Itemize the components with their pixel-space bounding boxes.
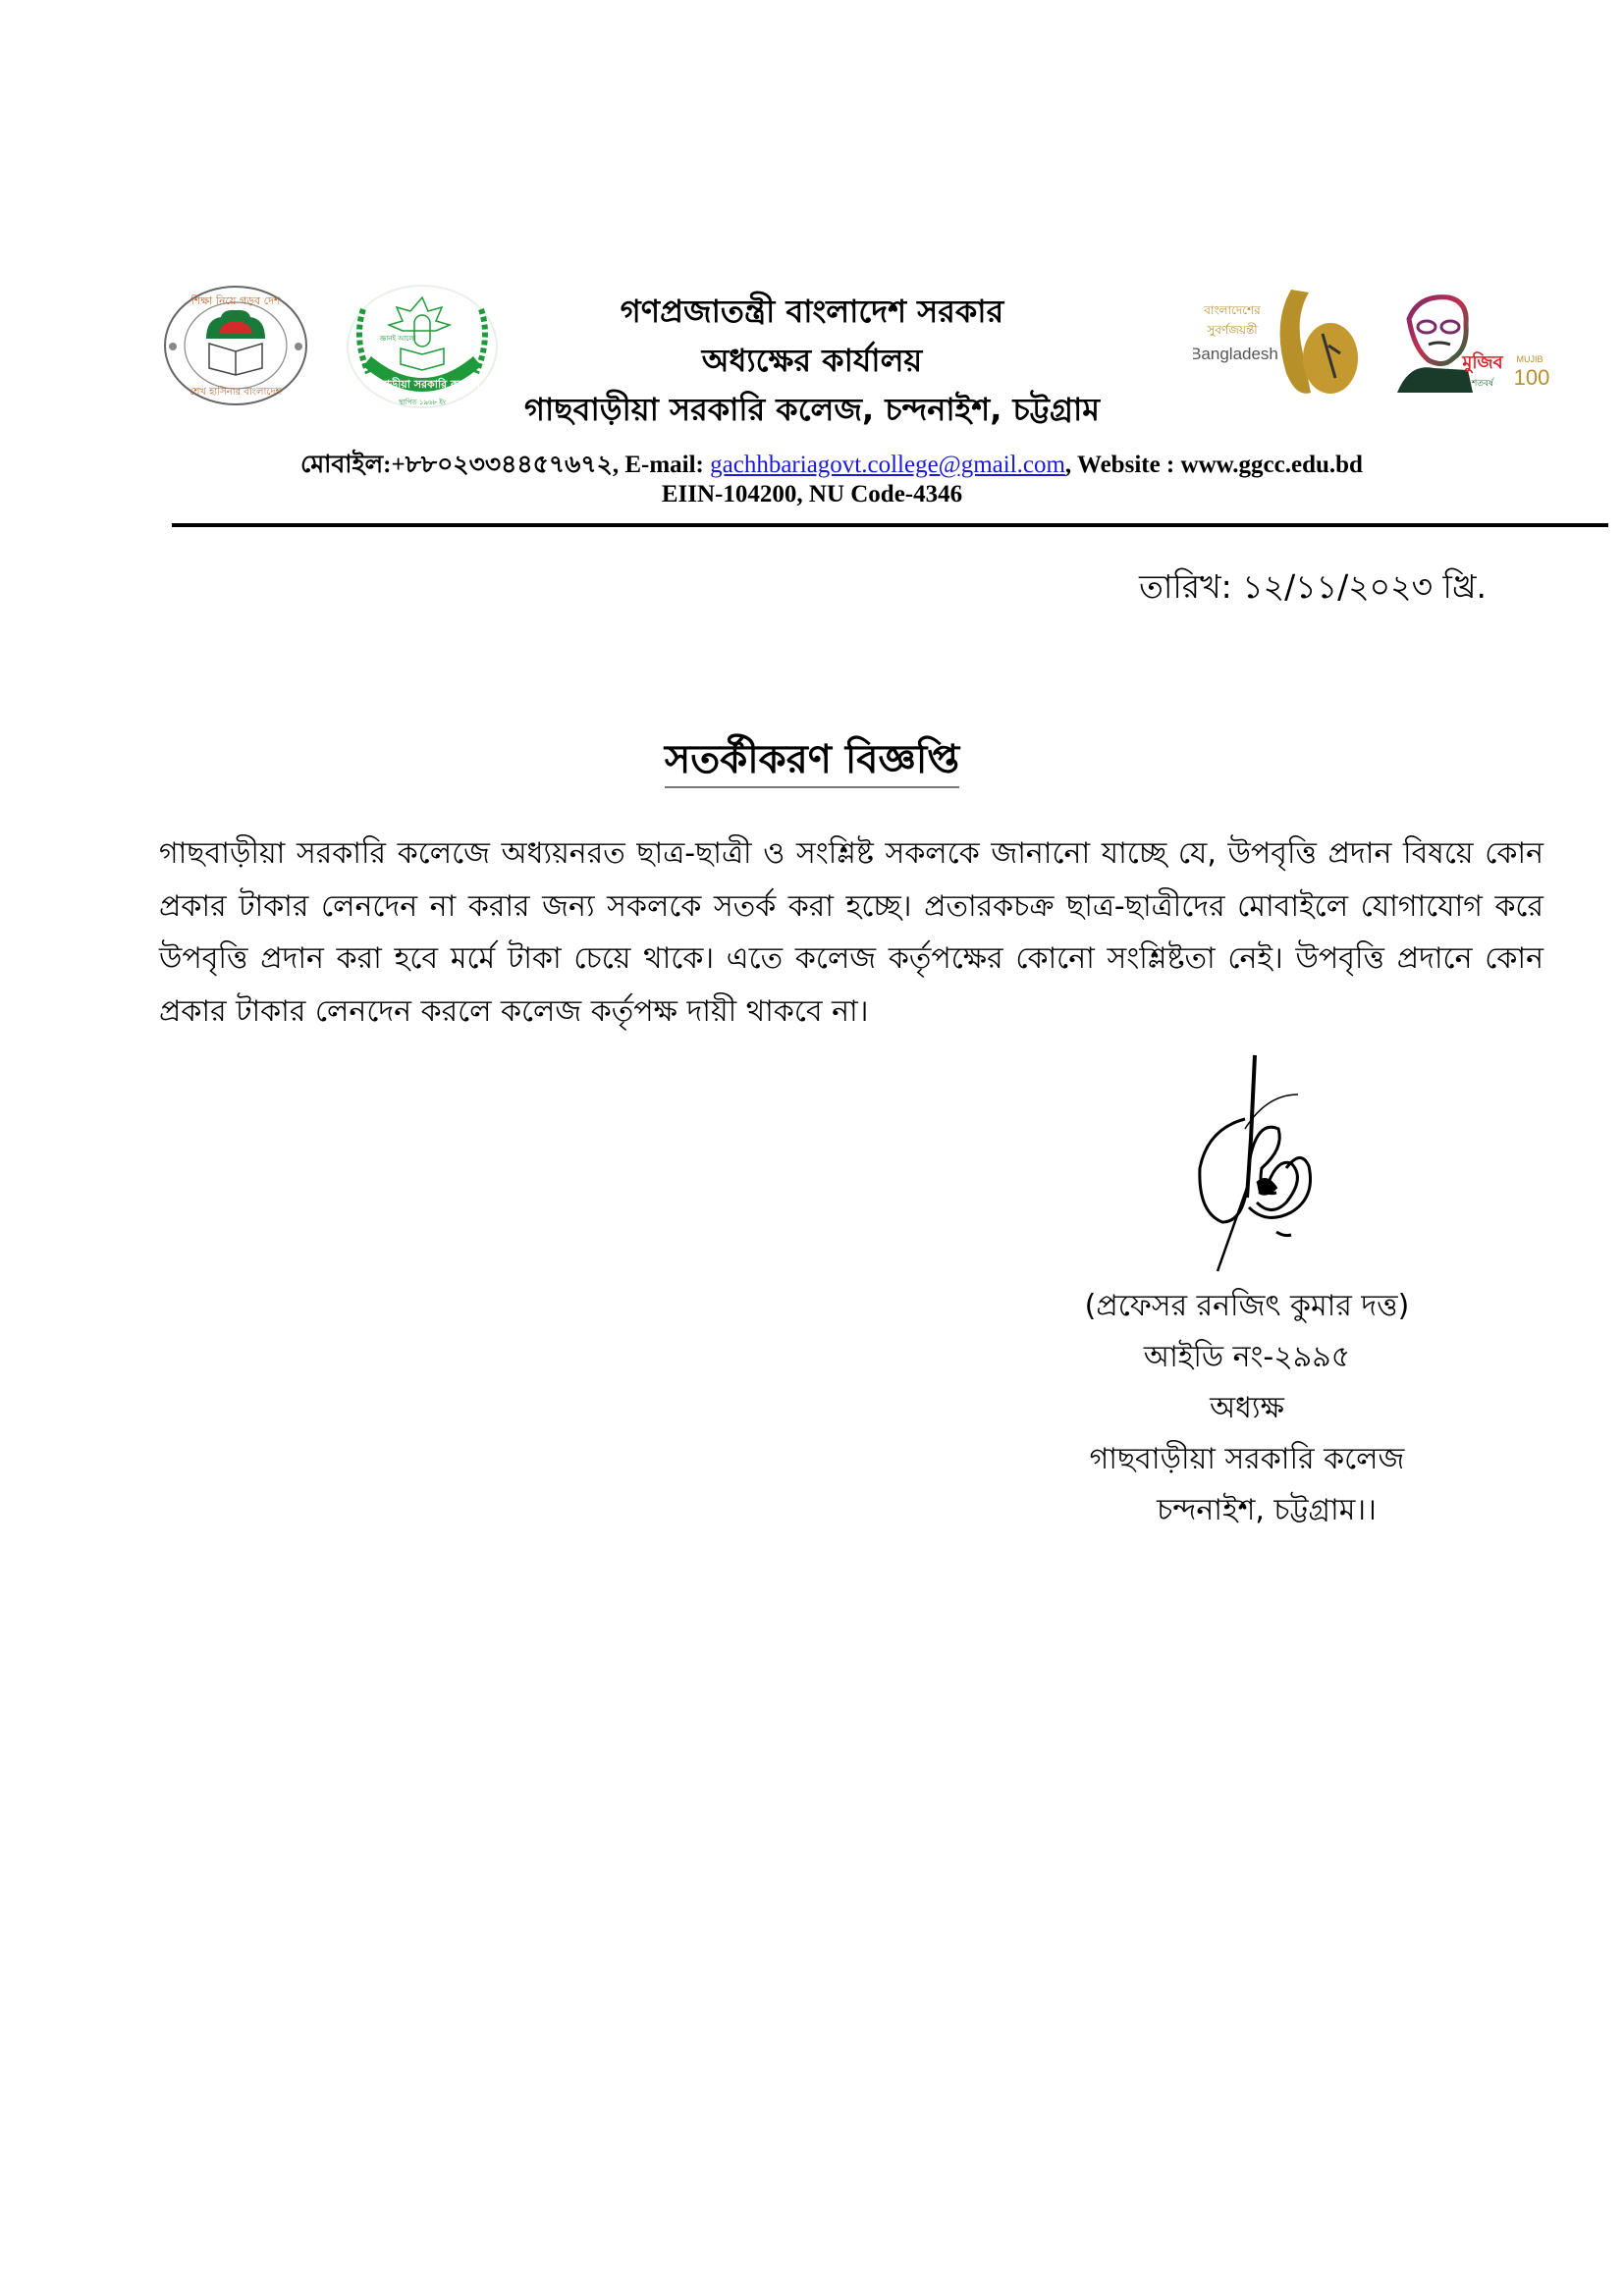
logo-right2-number: 100 [1513,365,1550,390]
notice-body: গাছবাড়ীয়া সরকারি কলেজে অধ্যয়নরত ছাত্র-ছাত্রী ও সংশ্লিষ্ট সকলকে জানানো যাচ্ছে যে, উপবৃত্তি প্রদান বিষয়ে কোন প্রকার টাকার লেনদেন না করার জন্য সকলকে সতর্ক করা হচ্ছে। প্রতারকচক্র ছাত্র-ছাত্রীদের মোবাইলে যোগাযোগ করে উপবৃত্তি প্রদান করা হবে মর্মে টাকা চেয়ে থাকে। এতে কলেজ কর্তৃপক্ষের কোনো সংশ্লিষ্টতা নেই। উপবৃত্তি প্রদানে কোন প্রকার টাকার লেনদেন করলে কলেজ কর্তৃপক্ষ দায়ী থাকবে না। [159,836,1543,1029]
logo-left2-est-text: স্থাপিত ১৯৬৮ ইং [399,399,446,406]
signatory-location: চন্দনাইশ, চট্টগ্রাম।। [1157,1493,1377,1527]
signatory-block [1041,1281,1453,1536]
logo-mujib-100 [1389,290,1556,398]
logo-right1-text3: Bangladesh [1193,345,1278,363]
signature-image [1168,1050,1335,1281]
header-email-link[interactable]: gachhbariagovt.college@gmail.com [710,452,1065,478]
logo-left1-bottom-text: শেখ হাসিনার বাংলাদেশ [189,387,282,398]
signatory-name: (প্রফেসর রনজিৎ কুমার দত্ত) [1084,1289,1410,1323]
header-website: , Website : www.ggcc.edu.bd [1064,452,1363,478]
logo-left2-inner-text: জ্ঞানই আলো [379,335,416,343]
signatory-institution: গাছবাড়ীয়া সরকারি কলেজ [1089,1442,1405,1476]
signatory-id: আইডি নং-২৯৯৫ [1143,1340,1351,1374]
logo-bangladesh-50 [1193,285,1370,402]
logo-right2-text3: MUJIB [1516,354,1543,364]
header-office-line: অধ্যক্ষের কার্যালয় [701,342,923,379]
notice-date: তারিখ: ১২/১১/২০২৩ খ্রি. [1139,567,1487,606]
logo-right1-text2: সুবর্ণজয়ন্তী [1207,323,1258,337]
logo-right1-text1: বাংলাদেশের [1204,303,1261,317]
logo-right2-text2: শতবর্ষ [1471,379,1494,389]
notice-title [0,728,1624,794]
header-mobile-email-label: মোবাইল:+৮৮০২৩৩৪৪৫৭৬৭২, E-mail: [300,452,704,478]
logo-left2-ring-text: গাছবাড়ীয়া সরকারি কলেজ [363,378,481,391]
signatory-designation: অধ্যক্ষ [1210,1391,1284,1425]
header-government-line: গণপ্রজাতন্ত্রী বাংলাদেশ সরকার [620,293,1004,330]
header-codes: EIIN-104200, NU Code-4346 [661,481,963,507]
notice-title-text: সতর্কীকরণ বিজ্ঞপ্তি [665,737,959,788]
header-divider [172,523,1608,527]
header-college-line: গাছবাড়ীয়া সরকারি কলেজ, চন্দনাইশ, চট্টগ্রাম [524,391,1100,428]
logo-left1-top-text: শিক্ষা নিয়ে গড়ব দেশ [190,294,281,307]
logo-right2-text1: মুজিব [1462,352,1503,373]
